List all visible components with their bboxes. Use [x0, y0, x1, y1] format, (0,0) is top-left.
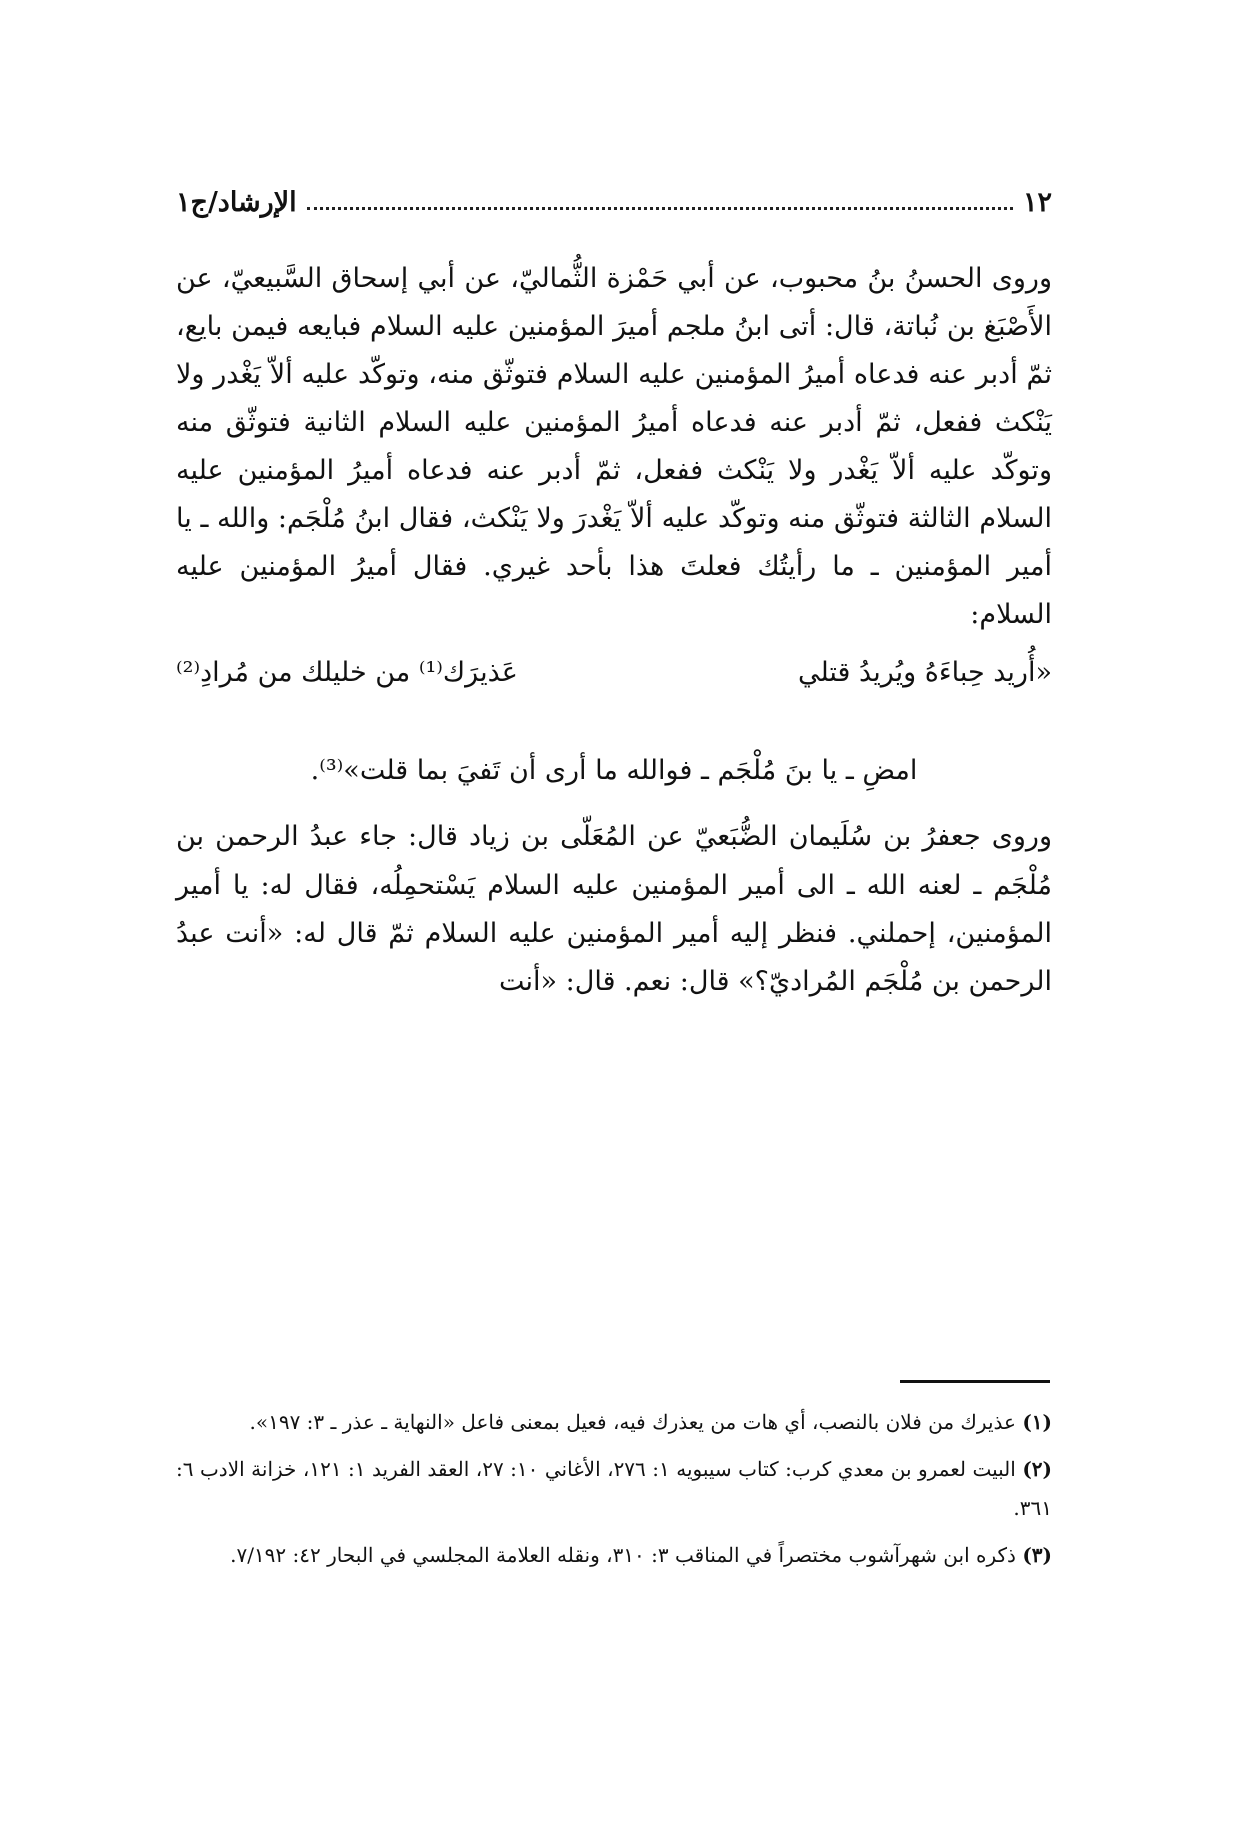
verse-continuation: امضِ ـ يا بنَ مُلْجَم ـ فوالله ما أرى أن تَفيَ بما قلت»⁽³⁾.: [310, 755, 918, 787]
poetry-verse: [176, 649, 1052, 697]
body-text: [176, 255, 1052, 1006]
footnote-1: [176, 1403, 1052, 1442]
paragraph-jafar-narration: وروى جعفرُ بن سُلَيمان الضُّبَعيّ عن المُعَلّى بن زياد قال: جاء عبدُ الرحمن بن مُلْجَم ـ لعنه الله ـ الى أمير المؤمنين عليه السلام يَسْتحمِلُه، فقال له: يا أمير المؤمنين، إحملني. فنظر إليه أمير المؤمنين عليه السلام ثمّ قال له: «أنت عبدُ الرحمن بن مُلْجَم المُراديّ؟» قال: نعم. قال: «أنت: [176, 821, 1052, 997]
footnote-text: البيت لعمرو بن معدي كرب: كتاب سيبويه ١: ٢٧٦، الأغاني ١٠: ٢٧، العقد الفريد ١: ١٢١، خزانة الادب ٦: ٣٦١.: [176, 1457, 1052, 1520]
footnote-number: (٢): [1022, 1457, 1052, 1481]
footnote-number: (١): [1022, 1410, 1052, 1434]
footnote-separator: [900, 1380, 1050, 1383]
footnote-3: [176, 1536, 1052, 1575]
verse-second-hemistich: عَذيرَك⁽¹⁾ من خليلك من مُرادِ⁽²⁾: [176, 657, 518, 689]
footnote-2: [176, 1450, 1052, 1528]
dotted-leader: [307, 207, 1013, 210]
footnote-text: عذيرك من فلان بالنصب، أي هات من يعذرك فيه، فعيل بمعنى فاعل «النهاية ـ عذر ـ ٣: ١٩٧».: [249, 1410, 1016, 1434]
verse-first-hemistich: «أُريد حِباءَهُ ويُريدُ قتلي: [797, 657, 1052, 689]
footnote-number: (٣): [1022, 1543, 1052, 1567]
page-number: ١٢: [1022, 186, 1052, 218]
running-head: [176, 182, 1052, 222]
footnotes: [176, 1403, 1052, 1583]
footnote-text: ذكره ابن شهرآشوب مختصراً في المناقب ٣: ٣١٠، ونقله العلامة المجلسي في البحار ٤٢: ٧/١٩٢.: [230, 1543, 1016, 1567]
paragraph-ibn-muljam-oath: وروى الحسنُ بنُ محبوب، عن أبي حَمْزة الثُّماليّ، عن أبي إسحاق السَّبيعيّ، عن الأَصْبَغ بن نُباتة، قال: أتى ابنُ ملجم أميرَ المؤمنين عليه السلام فبايعه فيمن بايع، ثمّ أدبر عنه فدعاه أميرُ المؤمنين عليه السلام فتوثّق منه، وتوكّد عليه ألاّ يَغْدر ولا يَنْكث ففعل، ثمّ أدبر عنه فدعاه أميرُ المؤمنين عليه السلام الثانية فتوثّق منه وتوكّد عليه ألاّ يَغْدر ولا يَنْكث ففعل، ثمّ أدبر عنه فدعاه أميرُ المؤمنين عليه السلام الثالثة فتوثّق منه وتوكّد عليه ألاّ يَغْدرَ ولا يَنْكث، فقال ابنُ مُلْجَم: والله ـ يا أمير المؤمنين ـ ما رأيتُك فعلتَ هذا بأحد غيري. فقال أميرُ المؤمنين عليه السلام:: [176, 263, 1052, 631]
book-title: الإرشاد/ج١: [176, 186, 297, 218]
